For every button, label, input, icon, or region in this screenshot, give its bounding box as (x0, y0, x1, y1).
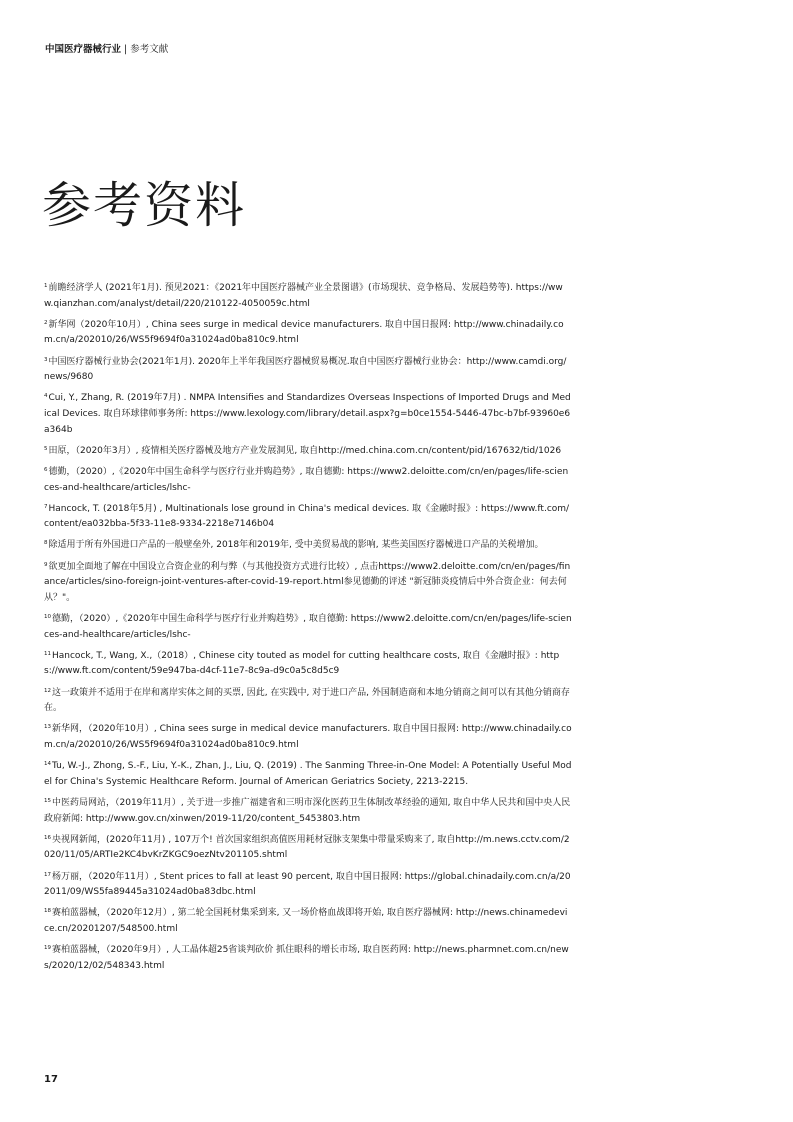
reference-text: 央视网新闻，(2020年11月) , 107万个! 首次国家组织高值医用耗材冠脉支架集中带量采购来了, 取自http://m.news.cctv.com/2020/11/05/ARTIe2KC4bvKrZKGC9oezNtv201105.shtml (44, 834, 570, 861)
reference-number: 2 (44, 319, 48, 326)
reference-number: 5 (44, 445, 48, 452)
reference-number: 13 (44, 724, 51, 731)
reference-list (44, 281, 572, 980)
reference-text: 杨万丽，（2020年11月）, Stent prices to fall at least 90 percent, 取自中国日报网: https://global.chinadaily.com.cn/a/202011/09/WS5fa89445a31024ad0ba83dbc.html (44, 871, 571, 898)
reference-text: Hancock, T., Wang, X.,（2018）, Chinese city touted as model for cutting healthcare costs, 取自《金融时报》: https://www.ft.com/content/59e947ba-d4cf-11e7-8c9a-d9c0a5c8d5c9 (44, 650, 560, 677)
reference-item (44, 906, 572, 937)
reference-item (44, 560, 572, 607)
reference-item (44, 943, 572, 974)
reference-text: 田原，（2020年3月）, 疫情相关医疗器械及地方产业发展洞见, 取自http://med.china.com.cn/content/pid/167632/tid/1026 (48, 445, 562, 456)
reference-number: 18 (44, 908, 51, 915)
reference-item (44, 686, 572, 717)
reference-number: 19 (44, 945, 51, 952)
reference-text: 除适用于所有外国进口产品的一般壁垒外, 2018年和2019年, 受中美贸易战的影响, 某些美国医疗器械进口产品的关税增加。 (48, 540, 544, 551)
reference-text: 中国医疗器械行业协会(2021年1月). 2020年上半年我国医疗器械贸易概况.取自中国医疗器械行业协会：http://www.camdi.org/news/9680 (44, 356, 567, 383)
reference-item (44, 318, 572, 349)
reference-text: Cui, Y., Zhang, R. (2019年7月) . NMPA Intensifies and Standardizes Overseas Inspections of Imported Drugs and Medical Devices. 取自环球律师事务所: https://www.lexology.com/library/detail.aspx?g=b0ce1554-5446-47bc-b7bf-93960e6a364b (44, 393, 571, 435)
reference-number: 14 (44, 761, 51, 768)
reference-text: 赛柏蓝器械，（2020年9月）, 人工晶体超25省谈判砍价 抓住眼科的增长市场, 取自医药网: http://news.pharmnet.com.cn/news/2020/12/02/548343.html (44, 945, 569, 971)
reference-item (44, 796, 572, 827)
reference-text: 这一政策并不适用于在岸和离岸实体之间的买票, 因此, 在实践中, 对于进口产品, 外国制造商和本地分销商之间可以有其他分销商存在。 (44, 687, 570, 714)
reference-item (44, 612, 572, 643)
reference-text: 德勤，（2020）,《2020年中国生命科学与医疗行业并购趋势》, 取自德勤: https://www2.deloitte.com/cn/en/pages/life-sciences-and-healthcare/articles/lshc- (44, 614, 572, 640)
reference-text: 新华网（2020年10月）, China sees surge in medical device manufacturers. 取自中国日报网: http://www.chinadaily.com.cn/a/202010/26/WS5f9694f0a31024ad0ba810c9.html (44, 319, 564, 346)
reference-item (44, 722, 572, 753)
reference-number: 15 (44, 797, 51, 804)
page-header (45, 44, 168, 56)
reference-number: 12 (44, 687, 51, 694)
reference-text: 前瞻经济学人 (2021年1月). 预见2021：《2021年中国医疗器械产业全景图谱》(市场现状、竞争格局、发展趋势等). https://www.qianzhan.com/analyst/detail/220/210122-4050059c.html (44, 283, 563, 309)
reference-text: 新华网，（2020年10月）, China sees surge in medical device manufacturers. 取自中国日报网: http://www.chinadaily.com.cn/a/202010/26/WS5f9694f0a31024ad0ba810c9.html (44, 724, 572, 750)
reference-number: 4 (44, 393, 48, 400)
header-section: 参考文献 (130, 44, 169, 55)
header-separator: | (124, 44, 128, 55)
reference-item (44, 649, 572, 680)
header-industry: 中国医疗器械行业 (45, 44, 122, 55)
reference-text: 赛柏蓝器械，（2020年12月）, 第二轮全国耗材集采到来, 又一场价格血战即将开始, 取自医疗器械网: http://news.chinamedevice.cn/20201207/548500.html (44, 908, 568, 934)
reference-text: 中医药局网站，（2019年11月）, 关于进一步推广福建省和三明市深化医药卫生体制改革经验的通知, 取自中华人民共和国中央人民政府新闻: http://www.gov.cn/xinwen/2019-11/20/content_5453803.htm (44, 797, 571, 824)
reference-text: Tu, W.-J., Zhong, S.-F., Liu, Y.-K., Zhan, J., Liu, Q. (2019) . The Sanming Three-in-One Model: A Potentially Useful Model for China's Systemic Healthcare Reform. Journal of American Geriatrics Society, 2213-2215. (44, 761, 572, 787)
reference-item (44, 502, 572, 533)
reference-item (44, 538, 572, 554)
reference-item (44, 870, 572, 901)
reference-number: 16 (44, 834, 51, 841)
reference-item (44, 759, 572, 790)
reference-text: 德勤，（2020）,《2020年中国生命科学与医疗行业并购趋势》, 取自德勤: https://www2.deloitte.com/cn/en/pages/life-sciences-and-healthcare/articles/lshc- (44, 466, 569, 493)
reference-item (44, 355, 572, 386)
reference-number: 9 (44, 561, 48, 568)
reference-item (44, 281, 572, 312)
reference-number: 1 (44, 283, 48, 289)
reference-text: 欲更加全面地了解在中国设立合资企业的利与弊（与其他投资方式进行比较）, 点击https://www2.deloitte.com/cn/en/pages/finance/articles/sino-foreign-joint-ventures-after-covid-19-report.html参见德勤的评述 "新冠肺炎疫情后中外合资企业：何去何从？"。 (44, 561, 571, 603)
reference-item (44, 465, 572, 496)
reference-number: 3 (44, 356, 48, 363)
reference-number: 11 (44, 650, 51, 657)
reference-number: 7 (44, 503, 48, 510)
page-number: 17 (44, 1074, 58, 1085)
page-title: 参考资料 (42, 177, 247, 234)
reference-item (44, 391, 572, 438)
reference-number: 6 (44, 466, 48, 473)
reference-number: 17 (44, 871, 51, 878)
reference-item (44, 833, 572, 864)
reference-number: 8 (44, 540, 48, 547)
reference-number: 10 (44, 614, 51, 621)
reference-item (44, 444, 572, 460)
reference-text: Hancock, T. (2018年5月) , Multinationals lose ground in China's medical devices. 取《金融时报》: https://www.ft.com/content/ea032bba-5f33-11e8-9334-2218e7146b04 (44, 503, 570, 530)
